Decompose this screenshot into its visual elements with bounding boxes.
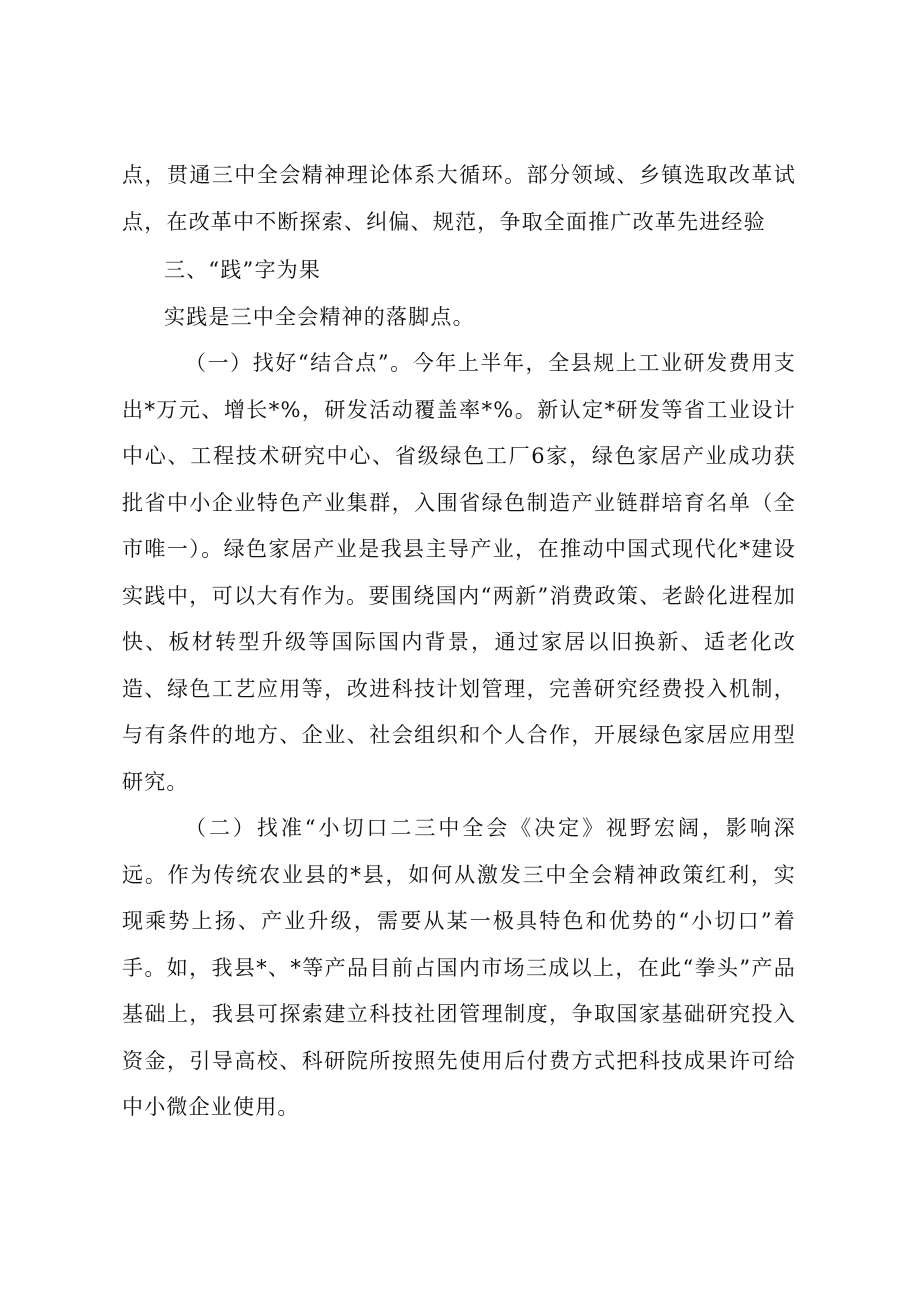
paragraph-subsection-1: （一）找好“结合点”。今年上半年，全县规上工业研发费用支出*万元、增长*%，研发活动覆盖率*%。新认定*研发等省工业设计中心、工程技术研究中心、省级绿色工厂6家，绿色家居产业成功获批省中小企业特色产业集群，入围省绿色制造产业链群培育名单（全市唯一）。绿色家居产业是我县主导产业，在推动中国式现代化*建设实践中，可以大有作为。要围绕国内“两新”消费政策、老龄化进程加快、板材转型升级等国际国内背景，通过家居以旧换新、适老化改造、绿色工艺应用等，改进科技计划管理，完善研究经费投入机制，与有条件的地方、企业、社会组织和个人合作，开展绿色家居应用型研究。 <box>122 351 796 794</box>
document-body <box>122 152 796 1131</box>
paragraph-intro: 实践是三中全会精神的落脚点。 <box>164 304 475 329</box>
paragraph-subsection-2: （二）找准“小切口二三中全会《决定》视野宏阔，影响深远。作为传统农业县的*县，如何从激发三中全会精神政策红利，实现乘势上扬、产业升级，需要从某一极具特色和优势的“小切口”着手。如，我县*、*等产品目前占国内市场三成以上，在此“拳头”产品基础上，我县可探索建立科技社团管理制度，争取国家基础研究投入资金，引导高校、科研院所按照先使用后付费方式把科技成果许可给中小微企业使用。 <box>122 816 796 1119</box>
section-heading-3: 三、“践”字为果 <box>164 258 322 282</box>
paragraph-continuation: 点，贯通三中全会精神理论体系大循环。部分领域、乡镇选取改革试点，在改革中不断探索、纠偏、规范，争取全面推广改革先进经验 <box>122 163 796 234</box>
